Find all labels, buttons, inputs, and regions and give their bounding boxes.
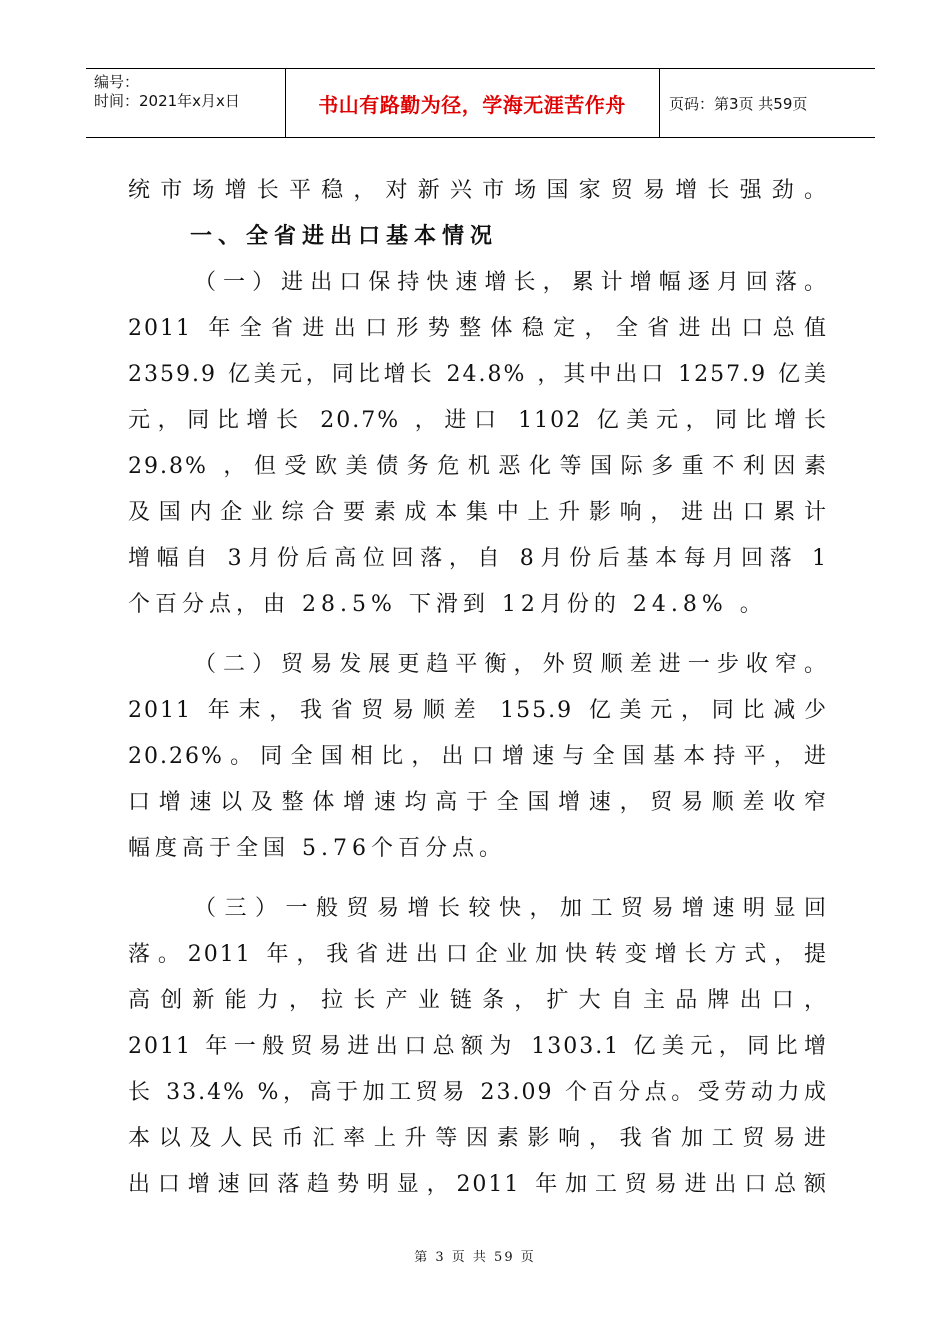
page-footer: 第 3 页 共 59 页 — [414, 1250, 536, 1265]
header-motto: 书山有路勤为径，学海无涯苦作舟 — [318, 92, 626, 117]
text-line: 2359.9 亿美元，同比增长 24.8% ，其中出口 1257.9 亿美 — [128, 362, 828, 387]
header-page-info: 页码：第3页 共59页 — [669, 94, 808, 113]
document-body — [128, 168, 828, 1208]
text-line: 本以及人民币汇率上升等因素影响，我省加工贸易进 — [128, 1126, 828, 1151]
text-line: 长 33.4% %，高于加工贸易 23.09 个百分点。受劳动力成 — [128, 1080, 828, 1105]
time-label: 时间：2021年x月x日 — [94, 92, 240, 110]
header-meta — [94, 73, 240, 111]
text-line: 29.8% ，但受欧美债务危机恶化等国际多重不利因素 — [128, 454, 828, 479]
text-line: 及国内企业综合要素成本集中上升影响，进出口累计 — [128, 500, 828, 525]
text-line: 2011 年一般贸易进出口总额为 1303.1 亿美元，同比增 — [128, 1034, 828, 1059]
subheading-line: （一）进出口保持快速增长，累计增幅逐月回落。 — [194, 270, 828, 295]
section-heading: 一、全省进出口基本情况 — [190, 224, 499, 249]
text-line: 2011 年全省进出口形势整体稳定，全省进出口总值 — [128, 316, 828, 341]
text-line: 20.26%。同全国相比，出口增速与全国基本持平，进 — [128, 744, 828, 769]
text-line: 增幅自 3月份后高位回落，自 8月份后基本每月回落 1 — [128, 546, 828, 571]
number-label: 编号： — [94, 73, 140, 91]
text-line: 个百分点，由 28.5% 下滑到 12月份的 24.8% 。 — [128, 592, 767, 617]
page-header — [86, 68, 875, 138]
subheading-line: （三）一般贸易增长较快，加工贸易增速明显回 — [194, 896, 828, 921]
subheading-line: （二）贸易发展更趋平衡，外贸顺差进一步收窄。 — [194, 652, 828, 677]
text-line: 出口增速回落趋势明显，2011 年加工贸易进出口总额 — [128, 1172, 828, 1197]
text-line: 口增速以及整体增速均高于全国增速，贸易顺差收窄 — [128, 790, 828, 815]
text-line: 高创新能力，拉长产业链条，扩大自主品牌出口， — [128, 988, 828, 1013]
text-line: 落。2011 年，我省进出口企业加快转变增长方式，提 — [128, 942, 828, 967]
header-divider — [659, 69, 660, 137]
text-line: 元，同比增长 20.7% ，进口 1102 亿美元，同比增长 — [128, 408, 828, 433]
text-line: 统市场增长平稳，对新兴市场国家贸易增长强劲。 — [128, 178, 828, 203]
text-line: 2011 年末，我省贸易顺差 155.9 亿美元，同比减少 — [128, 698, 828, 723]
text-line: 幅度高于全国 5.76个百分点。 — [128, 836, 506, 861]
